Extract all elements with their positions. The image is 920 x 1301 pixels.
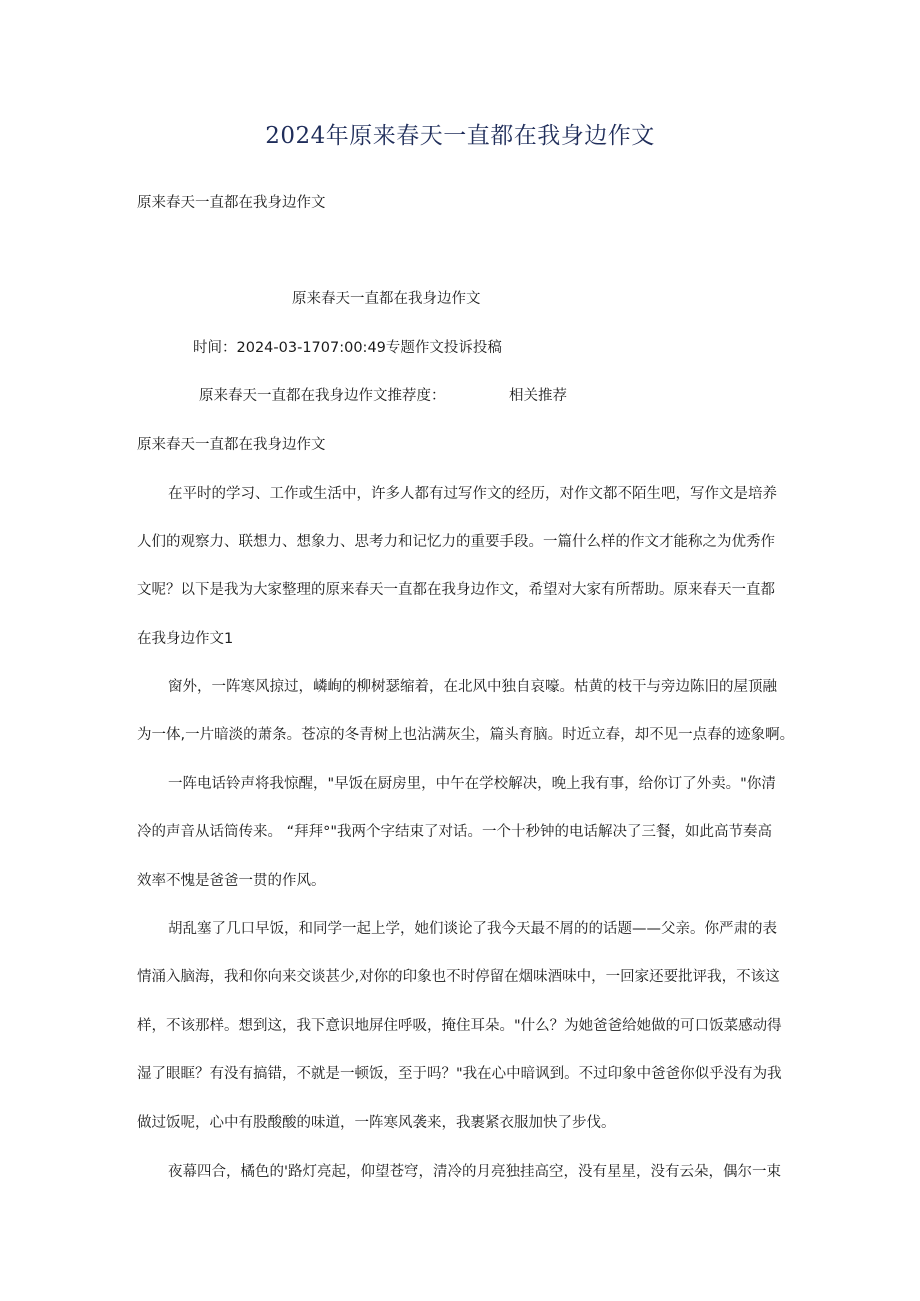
document-subtitle: 原来春天一直都在我身边作文 — [137, 195, 326, 211]
paragraph-line: 情涌入脑海，我和你向来交谈甚少,对你的印象也不时停留在烟味酒味中，一回家还要批评我，不该这 — [137, 969, 780, 985]
paragraph-line: 在平时的学习、工作或生活中，许多人都有过写作文的经历，对作文都不陌生吧，写作文是培养 — [168, 486, 777, 502]
document-title: 2024年原来春天一直都在我身边作文 — [265, 123, 655, 149]
paragraph-line: 一阵电话铃声将我惊醒，"早饭在厨房里，中午在学校解决，晚上我有事，给你订了外卖。"你清 — [168, 776, 776, 792]
paragraph-line: 窗外，一阵寒风掠过，嶙峋的柳树瑟缩着，在北风中独自哀嚎。枯黄的枝干与旁边陈旧的屋顶融 — [168, 679, 777, 695]
meta-time-line: 时间：2024-03-1707:00:49专题作文投诉投稿 — [193, 340, 502, 356]
paragraph-line: 湿了眼眶？有没有搞错，不就是一顿饭，至于吗？"我在心中暗讽到。不过印象中爸爸你似乎没有为我 — [137, 1066, 782, 1082]
paragraph-line: 夜幕四合，橘色的'路灯亮起，仰望苍穹，清冷的月亮独挂高空，没有星星，没有云朵，偶尔一束 — [168, 1164, 781, 1180]
paragraph-line: 在我身边作文1 — [137, 631, 234, 647]
section-heading: 原来春天一直都在我身边作文 — [137, 437, 326, 453]
paragraph-line: 人们的观察力、联想力、想象力、思考力和记忆力的重要手段。一篇什么样的作文才能称之为优秀作 — [137, 534, 775, 550]
paragraph-line: 做过饭呢，心中有股酸酸的味道，一阵寒风袭来，我裹紧衣服加快了步伐。 — [137, 1115, 616, 1131]
related-link[interactable]: 相关推荐 — [509, 388, 567, 404]
paragraph-line: 冷的声音从话筒传来。 “拜拜°"我两个字结束了对话。一个十秒钟的电话解决了三餐，如此高节奏高 — [137, 824, 773, 840]
paragraph-line: 胡乱塞了几口早饭，和同学一起上学，她们谈论了我今天最不屑的的话题——父亲。你严肃的表 — [168, 921, 777, 937]
paragraph-line: 为一体,一片暗淡的萧条。苍凉的冬青树上也沾满灰尘，篇头育脑。时近立春，却不见一点春的迹象啊。 — [137, 727, 795, 743]
article-title: 原来春天一直都在我身边作文 — [292, 291, 481, 307]
recommend-label: 原来春天一直都在我身边作文推荐度： — [199, 388, 446, 404]
paragraph-line: 效率不愧是爸爸一贯的作风。 — [137, 873, 326, 889]
paragraph-line: 文呢？以下是我为大家整理的原来春天一直都在我身边作文，希望对大家有所帮助。原来春天一直都 — [137, 582, 775, 598]
paragraph-line: 样，不该那样。想到这，我下意识地屏住呼吸，掩住耳朵。"什么？为她爸爸给她做的可口饭菜感动得 — [137, 1018, 782, 1034]
